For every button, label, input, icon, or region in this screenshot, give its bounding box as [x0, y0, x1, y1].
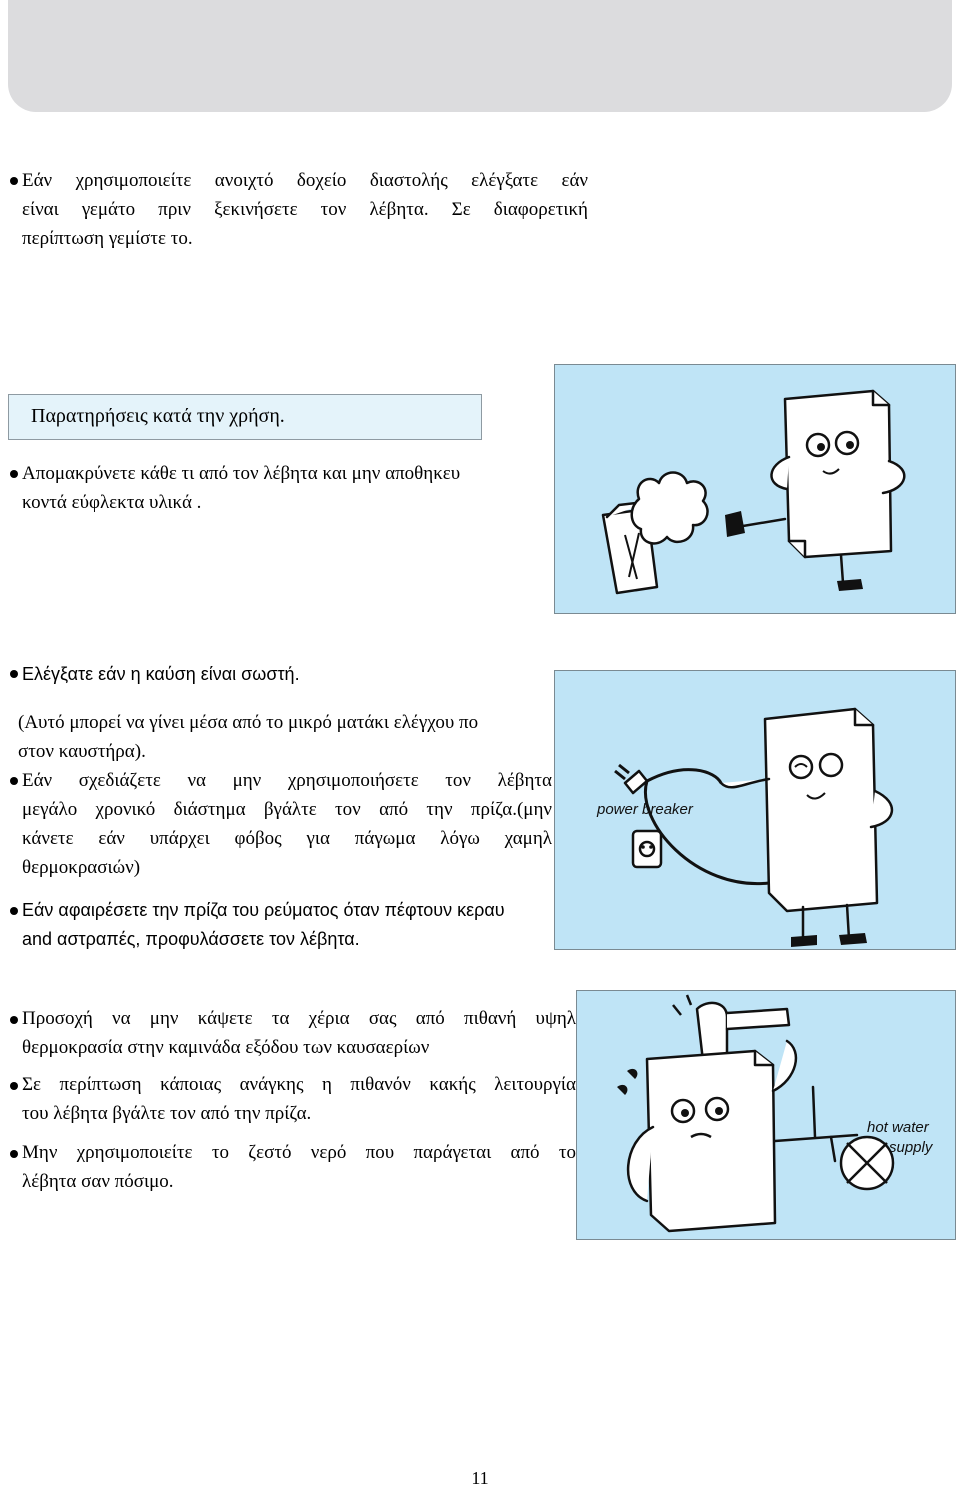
bullet [10, 1150, 18, 1158]
paragraph-drinking [22, 1138, 576, 1196]
text-line: είναι γεμάτο πριν ξεκινήσετε τον λέβητα. Σε διαφορετική [22, 199, 588, 220]
paragraph-sight-glass [18, 708, 556, 766]
bullet [10, 907, 18, 915]
illustration-flammables [554, 364, 956, 614]
text-line: περίπτωση γεμίστε το. [22, 228, 193, 249]
illustration-hot-water [576, 990, 956, 1240]
page-header-bar [8, 0, 952, 112]
text-line: and αστραπές, προφυλάσσετε τον λέβητα. [22, 929, 360, 949]
bullet [10, 1016, 18, 1024]
text-line: Εάν αφαιρέσετε την πρίζα του ρεύματος όταν πέφτουν κεραυ [22, 900, 505, 920]
bullet [10, 1082, 18, 1090]
hot-water-supply-label: supply [889, 1139, 933, 1156]
bullet [10, 470, 18, 478]
text-line: Εάν σχεδιάζετε να μην χρησιμοποιήσετε τον λέβητα [22, 770, 552, 791]
paragraph-burn [22, 1004, 576, 1062]
notice-box [8, 394, 482, 440]
text-line: μεγάλο χρονικό διάστημα βγάλτε τον από την πρίζα.(μην [22, 799, 552, 820]
text-line: του λέβητα βγάλτε τον από την πρίζα. [22, 1103, 312, 1124]
text-line: Σε περίπτωση κάποιας ανάγκης η πιθανόν κακής λειτουργία [22, 1074, 576, 1095]
text-line: θερμοκρασιών) [22, 857, 141, 878]
paragraph-expansion-tank [22, 166, 588, 253]
boiler-hot-water-drawing [577, 991, 957, 1241]
text-line: θερμοκρασία στην καμινάδα εξόδου των καυσαερίων [22, 1037, 430, 1058]
paragraph-flammable [22, 459, 552, 517]
paragraph-lightning [22, 896, 562, 954]
power-breaker-label: power breaker [597, 801, 693, 818]
text-line: λέβητα σαν πόσιμο. [22, 1171, 174, 1192]
text-line: Εάν χρησιμοποιείτε ανοιχτό δοχείο διαστολής ελέγξατε εάν [22, 170, 588, 191]
paragraph-combustion [22, 660, 552, 689]
hot-water-label: hot water [867, 1119, 929, 1136]
text-line: Ελέγξατε εάν η καύση είναι σωστή. [22, 664, 300, 684]
illustration-power-breaker [554, 670, 956, 950]
text-line: Μην χρησιμοποιείτε το ζεστό νερό που παράγεται από το [22, 1142, 576, 1163]
page-number: 11 [471, 1468, 489, 1488]
bullet [10, 777, 18, 785]
text-line: κοντά εύφλεκτα υλικά . [22, 492, 202, 513]
text-line: Απομακρύνετε κάθε τι από τον λέβητα και μην αποθηκευ [22, 463, 461, 484]
text-line: κάνετε εάν υπάρχει φόβος για πάγωμα λόγω χαμηλ [22, 828, 552, 849]
boiler-kick-drawing [555, 365, 957, 615]
bullet [10, 670, 18, 678]
text-line: Προσοχή να μην κάψετε τα χέρια σας από πιθανή υψηλ [22, 1008, 576, 1029]
paragraph-emergency [22, 1070, 576, 1128]
bullet [10, 177, 18, 185]
text-line: (Αυτό μπορεί να γίνει μέσα από το μικρό ματάκι ελέγχου πο [18, 712, 479, 733]
paragraph-unplug-long [22, 766, 552, 882]
notice-title: Παρατηρήσεις κατά την χρήση. [31, 405, 285, 427]
text-line: στον καυστήρα). [18, 741, 146, 762]
